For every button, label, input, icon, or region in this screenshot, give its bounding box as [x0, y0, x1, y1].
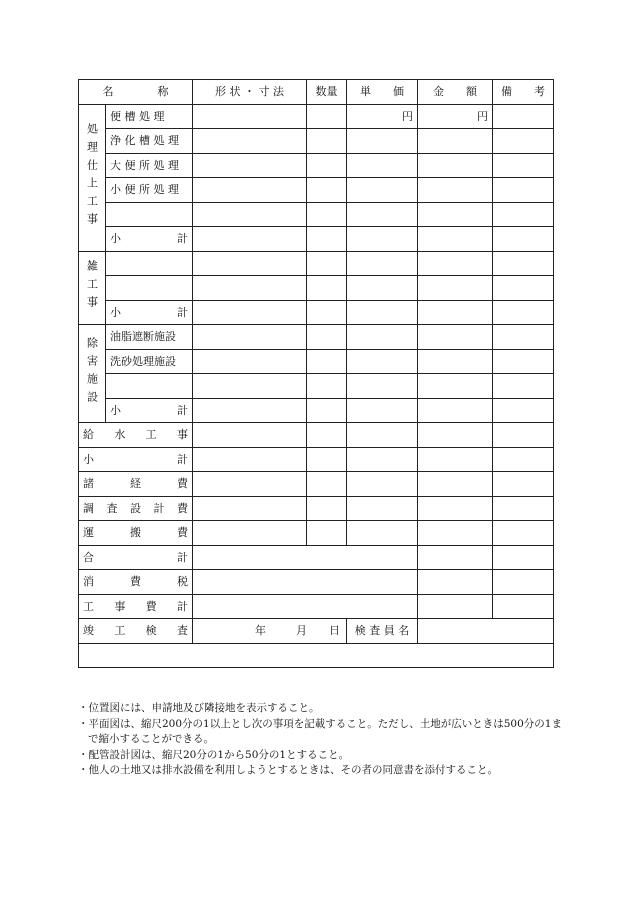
label-gokei: 合 計: [79, 545, 193, 570]
blank-row: [79, 643, 554, 668]
inspector-name-field[interactable]: [418, 619, 554, 644]
row-chosa: [79, 496, 554, 521]
header-remarks: 備 考: [493, 80, 554, 105]
label-shunko: 竣 工 検 査: [79, 619, 193, 644]
note-item: ・他人の土地又は排水設備を利用しようとするときは、その者の同意書を添付すること。: [78, 764, 498, 776]
note-item: ・平面図は、縮尺200分の1以上とし次の事項を記載すること。ただし、土地が広いときは500分の1まで縮小することができる。: [78, 717, 562, 745]
item-label: 小 便 所 処 理: [106, 178, 193, 203]
item-label: 油脂遮断施設: [106, 325, 193, 350]
header-amount: 金 額: [418, 80, 493, 105]
row-shokei: [79, 447, 554, 472]
header-shape: 形 状 ・ 寸 法: [193, 80, 307, 105]
label-chosa: 調 査 設 計 費: [79, 496, 193, 521]
table-row: [79, 202, 554, 227]
row-gokei: [79, 545, 554, 570]
group-label-zatsu: 雑工事: [79, 251, 106, 325]
label-shohizei: 消 費 税: [79, 570, 193, 595]
item-label: 便 槽 処 理: [106, 104, 193, 129]
header-unit-price: 単 価: [347, 80, 418, 105]
label-unpan: 運 搬 費: [79, 521, 193, 546]
table-row: [79, 153, 554, 178]
row-shokeihi: [79, 472, 554, 497]
row-shunko: [79, 619, 554, 644]
unit-price-currency: 円: [347, 104, 418, 129]
group-label-shori: 処理仕上工事: [79, 104, 106, 251]
table-row: [79, 374, 554, 399]
item-label: 洗砂処理施設: [106, 349, 193, 374]
group-label-jogai: 除害施設: [79, 325, 106, 423]
row-kyusui: [79, 423, 554, 448]
table-row: [79, 104, 554, 129]
item-label: 大 便 所 処 理: [106, 153, 193, 178]
table-row: [79, 325, 554, 350]
header-qty: 数量: [307, 80, 347, 105]
subtotal-row: [79, 227, 554, 252]
table-row: [79, 251, 554, 276]
subtotal-label: 小 計: [106, 227, 193, 252]
note-item: ・配管設計図は、縮尺20分の1から50分の1とすること。: [78, 748, 350, 761]
item-label: 浄 化 槽 処 理: [106, 129, 193, 154]
row-kojihi: [79, 594, 554, 619]
note-item: ・位置図には、申請地及び隣接地を表示すること。: [78, 702, 320, 714]
row-shohizei: [79, 570, 554, 595]
notes: [78, 701, 568, 779]
inspector-label: 検 査 員 名: [347, 619, 418, 644]
label-shokeihi: 諸 経 費: [79, 472, 193, 497]
label-shokei: 小 計: [79, 447, 193, 472]
label-kyusui: 給 水 工 事: [79, 423, 193, 448]
amount-currency: 円: [418, 104, 493, 129]
table-row: [79, 349, 554, 374]
row-unpan: [79, 521, 554, 546]
table-row: [79, 276, 554, 301]
estimate-table: [78, 79, 554, 668]
table-row: [79, 178, 554, 203]
inspection-date[interactable]: 年 月 日: [193, 619, 347, 644]
blank-field[interactable]: [79, 643, 554, 668]
header-row: [79, 80, 554, 105]
header-name: 名 称: [79, 80, 193, 105]
table-row: [79, 129, 554, 154]
subtotal-row: [79, 398, 554, 423]
subtotal-row: [79, 300, 554, 325]
subtotal-label: 小 計: [106, 398, 193, 423]
label-kojihi: 工 事 費 計: [79, 594, 193, 619]
subtotal-label: 小 計: [106, 300, 193, 325]
